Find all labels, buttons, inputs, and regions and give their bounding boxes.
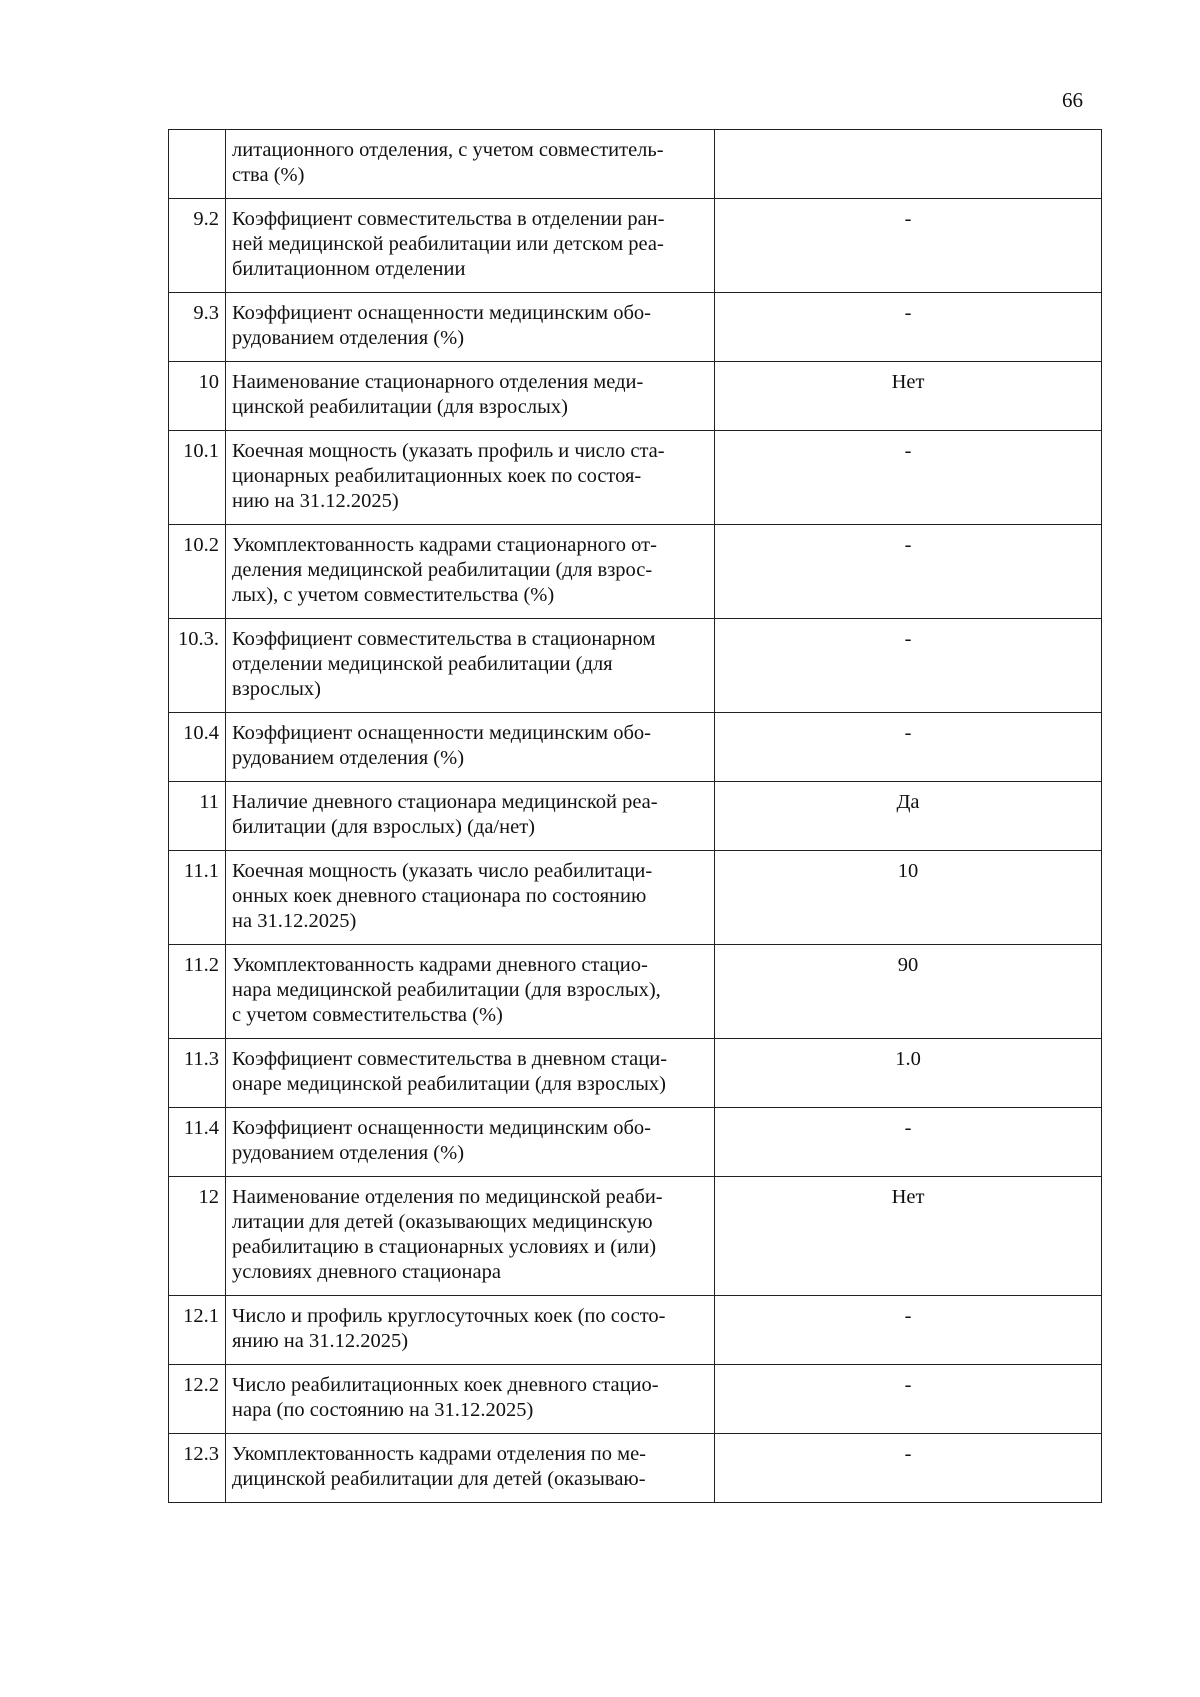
row-number-cell: 11.3 xyxy=(169,1039,226,1108)
row-number-cell: 9.2 xyxy=(169,199,226,293)
row-value-cell: - xyxy=(715,1108,1102,1177)
row-number-cell xyxy=(169,130,226,199)
row-description-cell xyxy=(226,525,715,619)
table-row xyxy=(169,1039,1102,1108)
row-number-cell: 10.1 xyxy=(169,431,226,525)
row-description-cell xyxy=(226,1434,715,1503)
row-description-cell xyxy=(226,293,715,362)
row-number-cell: 12.1 xyxy=(169,1296,226,1365)
table-row xyxy=(169,1108,1102,1177)
row-value-cell: Да xyxy=(715,782,1102,851)
row-value-cell: Нет xyxy=(715,1177,1102,1296)
description-line: Число реабилитационных коек дневного стацио- xyxy=(232,1374,659,1396)
description-line: отделении медицинской реабилитации (для xyxy=(232,653,613,675)
table-row xyxy=(169,130,1102,199)
row-description-cell xyxy=(226,199,715,293)
row-description-cell xyxy=(226,1365,715,1434)
description-line: нию на 31.12.2025) xyxy=(232,490,399,512)
row-value-cell: 90 xyxy=(715,945,1102,1039)
table-row xyxy=(169,362,1102,431)
row-value-cell: - xyxy=(715,619,1102,713)
description-line: рудованием отделения (%) xyxy=(232,1142,465,1164)
row-value-cell: 1.0 xyxy=(715,1039,1102,1108)
row-description-cell xyxy=(226,362,715,431)
description-line: условиях дневного стационара xyxy=(232,1261,501,1283)
row-number-cell: 10.3. xyxy=(169,619,226,713)
row-description-cell xyxy=(226,1177,715,1296)
description-line: деления медицинской реабилитации (для взрос- xyxy=(232,559,653,581)
description-line: Укомплектованность кадрами дневного стацио- xyxy=(232,954,648,976)
description-line: Коэффициент оснащенности медицинским обо- xyxy=(232,302,652,324)
description-line: лых), с учетом совместительства (%) xyxy=(232,584,555,606)
row-description-cell xyxy=(226,1039,715,1108)
table-row xyxy=(169,199,1102,293)
row-value-cell: - xyxy=(715,431,1102,525)
description-line: Коэффициент оснащенности медицинским обо- xyxy=(232,722,652,744)
table-row xyxy=(169,431,1102,525)
row-number-cell: 10.4 xyxy=(169,713,226,782)
table-row xyxy=(169,945,1102,1039)
row-description-cell xyxy=(226,431,715,525)
table-row xyxy=(169,619,1102,713)
row-value-cell: - xyxy=(715,713,1102,782)
row-number-cell: 11 xyxy=(169,782,226,851)
description-line: рудованием отделения (%) xyxy=(232,327,465,349)
indicators-table xyxy=(168,129,1102,1503)
description-line: Укомплектованность кадрами стационарного от- xyxy=(232,534,657,556)
description-line: билитационном отделении xyxy=(232,258,466,280)
row-number-cell: 12 xyxy=(169,1177,226,1296)
table-row xyxy=(169,293,1102,362)
description-line: онных коек дневного стационара по состоянию xyxy=(232,885,647,907)
description-line: ства (%) xyxy=(232,164,305,186)
description-line: реабилитацию в стационарных условиях и (или) xyxy=(232,1236,657,1258)
description-line: литационного отделения, с учетом совместитель- xyxy=(232,139,664,161)
row-number-cell: 12.2 xyxy=(169,1365,226,1434)
table-row xyxy=(169,1296,1102,1365)
description-line: взрослых) xyxy=(232,678,321,700)
row-description-cell xyxy=(226,1296,715,1365)
row-description-cell xyxy=(226,619,715,713)
description-line: онаре медицинской реабилитации (для взрослых) xyxy=(232,1073,666,1095)
row-value-cell: Нет xyxy=(715,362,1102,431)
description-line: Наличие дневного стационара медицинской реа- xyxy=(232,791,658,813)
row-value-cell: - xyxy=(715,1365,1102,1434)
description-line: с учетом совместительства (%) xyxy=(232,1004,503,1026)
description-line: нара (по состоянию на 31.12.2025) xyxy=(232,1399,534,1421)
row-description-cell xyxy=(226,945,715,1039)
description-line: литации для детей (оказывающих медицинскую xyxy=(232,1211,653,1233)
description-line: билитации (для взрослых) (да/нет) xyxy=(232,816,535,838)
row-value-cell: - xyxy=(715,1296,1102,1365)
description-line: янию на 31.12.2025) xyxy=(232,1330,409,1352)
description-line: дицинской реабилитации для детей (оказываю- xyxy=(232,1468,646,1490)
row-description-cell xyxy=(226,851,715,945)
table-row xyxy=(169,1365,1102,1434)
row-value-cell: - xyxy=(715,525,1102,619)
row-number-cell: 11.4 xyxy=(169,1108,226,1177)
table-row xyxy=(169,1434,1102,1503)
row-number-cell: 10.2 xyxy=(169,525,226,619)
description-line: на 31.12.2025) xyxy=(232,910,357,932)
table-row xyxy=(169,713,1102,782)
row-value-cell: - xyxy=(715,199,1102,293)
row-number-cell: 11.2 xyxy=(169,945,226,1039)
table-row xyxy=(169,782,1102,851)
description-line: Коэффициент совместительства в стационарном xyxy=(232,628,656,650)
description-line: рудованием отделения (%) xyxy=(232,747,465,769)
row-value-cell: 10 xyxy=(715,851,1102,945)
indicators-table-body xyxy=(169,130,1102,1503)
description-line: Коечная мощность (указать число реабилитаци- xyxy=(232,860,653,882)
description-line: Наименование стационарного отделения меди- xyxy=(232,371,644,393)
row-description-cell xyxy=(226,713,715,782)
description-line: ней медицинской реабилитации или детском реа- xyxy=(232,233,664,255)
description-line: Наименование отделения по медицинской реаби- xyxy=(232,1186,663,1208)
row-value-cell xyxy=(715,130,1102,199)
row-number-cell: 10 xyxy=(169,362,226,431)
row-number-cell: 12.3 xyxy=(169,1434,226,1503)
table-row xyxy=(169,851,1102,945)
description-line: Коэффициент совместительства в дневном стаци- xyxy=(232,1048,668,1070)
row-description-cell xyxy=(226,130,715,199)
description-line: Коечная мощность (указать профиль и число ста- xyxy=(232,440,665,462)
table-row xyxy=(169,525,1102,619)
row-number-cell: 11.1 xyxy=(169,851,226,945)
description-line: Число и профиль круглосуточных коек (по состо- xyxy=(232,1305,666,1327)
row-value-cell: - xyxy=(715,1434,1102,1503)
row-value-cell: - xyxy=(715,293,1102,362)
row-description-cell xyxy=(226,782,715,851)
row-description-cell xyxy=(226,1108,715,1177)
description-line: Коэффициент оснащенности медицинским обо- xyxy=(232,1117,652,1139)
table-row xyxy=(169,1177,1102,1296)
description-line: нара медицинской реабилитации (для взрослых), xyxy=(232,979,661,1001)
description-line: Укомплектованность кадрами отделения по ме- xyxy=(232,1443,646,1465)
row-number-cell: 9.3 xyxy=(169,293,226,362)
description-line: цинской реабилитации (для взрослых) xyxy=(232,396,568,418)
description-line: Коэффициент совместительства в отделении ран- xyxy=(232,208,665,230)
page-number: 66 xyxy=(1062,88,1083,112)
description-line: ционарных реабилитационных коек по состоя- xyxy=(232,465,642,487)
